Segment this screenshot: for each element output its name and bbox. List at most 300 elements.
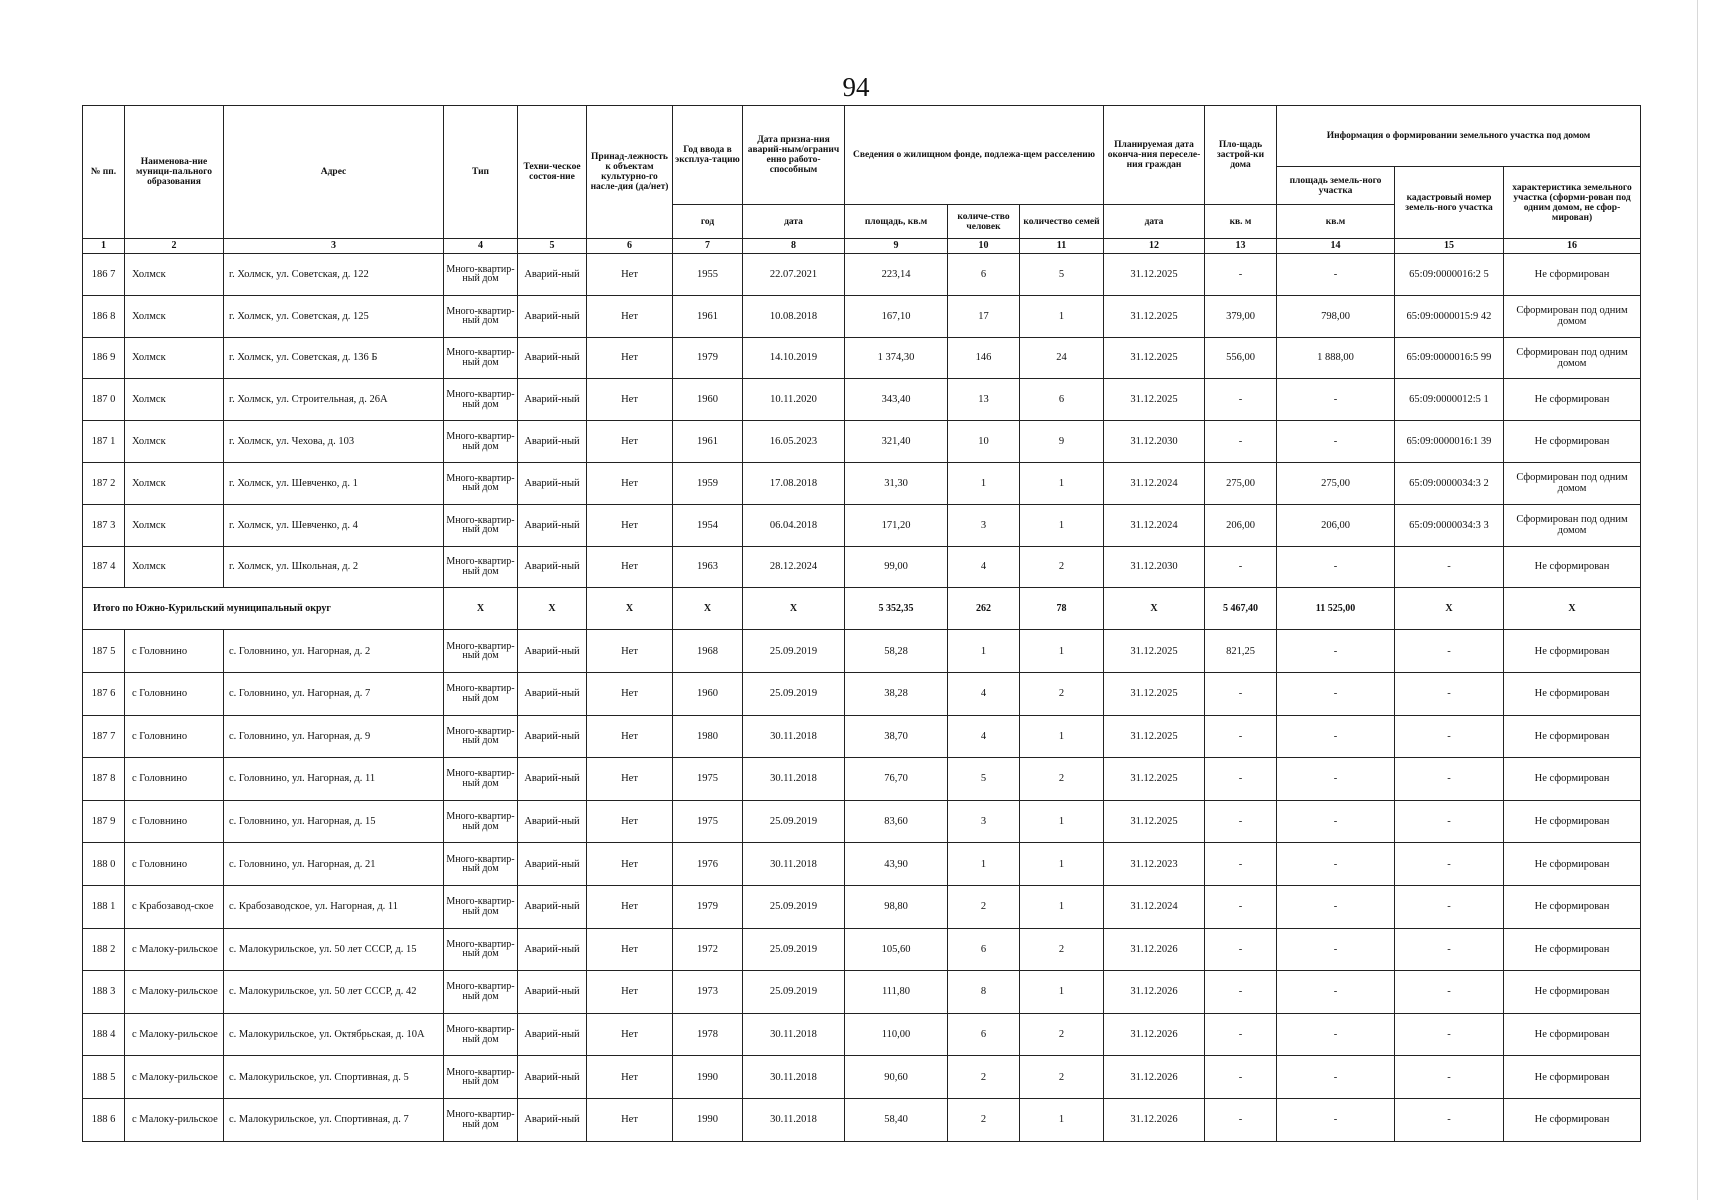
- cell-address: с. Малокурильское, ул. 50 лет СССР, д. 42: [224, 971, 444, 1014]
- cell-planned-date: 31.12.2025: [1104, 254, 1205, 296]
- cell-land-area: -: [1277, 758, 1395, 801]
- cell-municipality: Холмск: [125, 254, 224, 296]
- table-row: [83, 715, 1641, 758]
- cell-tech-state: Аварий-ный: [518, 630, 587, 673]
- cell-building-area: 206,00: [1205, 504, 1277, 546]
- cell-land-area: -: [1277, 800, 1395, 843]
- column-number: 6: [587, 239, 673, 254]
- cell-year: 1961: [673, 295, 743, 337]
- cell-land-area: 798,00: [1277, 295, 1395, 337]
- cell-housing-area: 105,60: [845, 928, 948, 971]
- cell-tech-state: Аварий-ный: [518, 462, 587, 504]
- cell-tech-state: Аварий-ный: [518, 715, 587, 758]
- cell-housing-area: 343,40: [845, 379, 948, 421]
- cell-people: 1: [948, 462, 1020, 504]
- cell-families: 1: [1020, 715, 1104, 758]
- table-row: [83, 254, 1641, 296]
- cell-families: 2: [1020, 758, 1104, 801]
- cell-municipality: Холмск: [125, 379, 224, 421]
- cell-row-number: 188 1: [83, 885, 125, 928]
- cell-emergency-date: 30.11.2018: [743, 715, 845, 758]
- cell-type: Много-квартир-ный дом: [444, 504, 518, 546]
- cell-building-area: -: [1205, 672, 1277, 715]
- cell-emergency-date: 30.11.2018: [743, 1013, 845, 1056]
- cell-row-number: 186 7: [83, 254, 125, 296]
- cell-families: 6: [1020, 379, 1104, 421]
- cell-families: 2: [1020, 546, 1104, 588]
- cell-land-characteristic: Не сформирован: [1504, 672, 1641, 715]
- header-cultural-heritage: Принад-лежность к объектам культурно-го насле-дия (да/нет): [587, 106, 673, 239]
- cell-planned-date: 31.12.2024: [1104, 885, 1205, 928]
- cell-row-number: 188 3: [83, 971, 125, 1014]
- cell-type: Много-квартир-ный дом: [444, 630, 518, 673]
- cell-families: 1: [1020, 800, 1104, 843]
- cell-cadastral-number: 65:09:0000034:3 3: [1395, 504, 1504, 546]
- cell-building-area: 556,00: [1205, 337, 1277, 379]
- table-row: [83, 843, 1641, 886]
- total-section: [83, 588, 1641, 630]
- column-number: 2: [125, 239, 224, 254]
- cell-row-number: 188 2: [83, 928, 125, 971]
- cell-people: 3: [948, 504, 1020, 546]
- cell-type: Много-квартир-ный дом: [444, 715, 518, 758]
- cell-families: 2: [1020, 1056, 1104, 1099]
- total-row: [83, 588, 1641, 630]
- cell-cultural-heritage: Нет: [587, 672, 673, 715]
- cell-municipality: с Крабозавод-ское: [125, 885, 224, 928]
- cell-tech-state: Аварий-ный: [518, 758, 587, 801]
- total-cult: X: [587, 588, 673, 630]
- cell-type: Много-квартир-ный дом: [444, 672, 518, 715]
- header-land-area-sub: кв.м: [1277, 205, 1395, 239]
- cell-housing-area: 98,80: [845, 885, 948, 928]
- cell-cadastral-number: 65:09:0000012:5 1: [1395, 379, 1504, 421]
- table-row: [83, 295, 1641, 337]
- total-year: X: [673, 588, 743, 630]
- cell-cadastral-number: -: [1395, 1013, 1504, 1056]
- table-row: [83, 672, 1641, 715]
- cell-cadastral-number: -: [1395, 546, 1504, 588]
- cell-municipality: Холмск: [125, 504, 224, 546]
- total-tech: X: [518, 588, 587, 630]
- column-number: 12: [1104, 239, 1205, 254]
- cell-land-area: -: [1277, 928, 1395, 971]
- cell-building-area: -: [1205, 715, 1277, 758]
- cell-emergency-date: 10.11.2020: [743, 379, 845, 421]
- cell-housing-area: 223,14: [845, 254, 948, 296]
- total-label: Итого по Южно-Курильский муниципальный округ: [83, 588, 444, 630]
- table-row: [83, 337, 1641, 379]
- table-row: [83, 928, 1641, 971]
- cell-building-area: 275,00: [1205, 462, 1277, 504]
- total-families: 78: [1020, 588, 1104, 630]
- cell-row-number: 187 9: [83, 800, 125, 843]
- table-row: [83, 504, 1641, 546]
- cell-land-area: -: [1277, 885, 1395, 928]
- total-date: X: [743, 588, 845, 630]
- cell-address: с. Головнино, ул. Нагорная, д. 7: [224, 672, 444, 715]
- cell-housing-area: 90,60: [845, 1056, 948, 1099]
- cell-cadastral-number: -: [1395, 928, 1504, 971]
- cell-planned-date: 31.12.2025: [1104, 715, 1205, 758]
- column-number: 5: [518, 239, 587, 254]
- cell-emergency-date: 25.09.2019: [743, 928, 845, 971]
- cell-cadastral-number: -: [1395, 885, 1504, 928]
- cell-people: 6: [948, 254, 1020, 296]
- cell-tech-state: Аварий-ный: [518, 928, 587, 971]
- cell-building-area: -: [1205, 546, 1277, 588]
- table-row: [83, 379, 1641, 421]
- cell-tech-state: Аварий-ный: [518, 843, 587, 886]
- cell-planned-date: 31.12.2025: [1104, 800, 1205, 843]
- cell-land-characteristic: Сформирован под одним домом: [1504, 337, 1641, 379]
- cell-planned-date: 31.12.2026: [1104, 1098, 1205, 1141]
- cell-land-area: 275,00: [1277, 462, 1395, 504]
- cell-families: 1: [1020, 1098, 1104, 1141]
- header-planned-date: Планируемая дата оконча-ния переселе-ния граждан: [1104, 106, 1205, 205]
- cell-people: 10: [948, 421, 1020, 463]
- cell-planned-date: 31.12.2023: [1104, 843, 1205, 886]
- cell-planned-date: 31.12.2025: [1104, 337, 1205, 379]
- cell-planned-date: 31.12.2030: [1104, 546, 1205, 588]
- cell-people: 13: [948, 379, 1020, 421]
- cell-type: Много-квартир-ный дом: [444, 462, 518, 504]
- cell-building-area: -: [1205, 379, 1277, 421]
- cell-land-area: -: [1277, 421, 1395, 463]
- cell-families: 1: [1020, 971, 1104, 1014]
- cell-municipality: с Головнино: [125, 843, 224, 886]
- cell-housing-area: 38,28: [845, 672, 948, 715]
- cell-cadastral-number: -: [1395, 672, 1504, 715]
- cell-emergency-date: 17.08.2018: [743, 462, 845, 504]
- cell-building-area: -: [1205, 885, 1277, 928]
- cell-row-number: 188 0: [83, 843, 125, 886]
- cell-municipality: с Головнино: [125, 800, 224, 843]
- cell-land-characteristic: Сформирован под одним домом: [1504, 462, 1641, 504]
- table-row: [83, 462, 1641, 504]
- cell-housing-area: 83,60: [845, 800, 948, 843]
- cell-building-area: -: [1205, 758, 1277, 801]
- cell-planned-date: 31.12.2026: [1104, 928, 1205, 971]
- header-housing-area: площадь, кв.м: [845, 205, 948, 239]
- cell-cultural-heritage: Нет: [587, 928, 673, 971]
- cell-year: 1960: [673, 379, 743, 421]
- cell-address: с. Малокурильское, ул. Спортивная, д. 5: [224, 1056, 444, 1099]
- cell-year: 1979: [673, 337, 743, 379]
- cell-tech-state: Аварий-ный: [518, 504, 587, 546]
- cell-row-number: 187 4: [83, 546, 125, 588]
- column-number: 14: [1277, 239, 1395, 254]
- cell-cadastral-number: -: [1395, 800, 1504, 843]
- cell-people: 3: [948, 800, 1020, 843]
- cell-emergency-date: 30.11.2018: [743, 843, 845, 886]
- cell-land-characteristic: Не сформирован: [1504, 1098, 1641, 1141]
- cell-people: 6: [948, 1013, 1020, 1056]
- cell-cultural-heritage: Нет: [587, 800, 673, 843]
- cell-cadastral-number: 65:09:0000016:5 99: [1395, 337, 1504, 379]
- cell-planned-date: 31.12.2025: [1104, 672, 1205, 715]
- housing-registry-table: [82, 105, 1641, 1142]
- header-land-area: площадь земель-ного участка: [1277, 167, 1395, 205]
- table-row: [83, 758, 1641, 801]
- cell-row-number: 188 6: [83, 1098, 125, 1141]
- cell-emergency-date: 30.11.2018: [743, 758, 845, 801]
- cell-people: 1: [948, 843, 1020, 886]
- cell-municipality: Холмск: [125, 337, 224, 379]
- header-planned-date-sub: дата: [1104, 205, 1205, 239]
- cell-planned-date: 31.12.2030: [1104, 421, 1205, 463]
- header-land-group: Информация о формировании земельного участка под домом: [1277, 106, 1641, 167]
- table-row: [83, 800, 1641, 843]
- cell-land-characteristic: Не сформирован: [1504, 758, 1641, 801]
- cell-housing-area: 111,80: [845, 971, 948, 1014]
- cell-cadastral-number: 65:09:0000034:3 2: [1395, 462, 1504, 504]
- cell-tech-state: Аварий-ный: [518, 885, 587, 928]
- cell-cultural-heritage: Нет: [587, 885, 673, 928]
- cell-year: 1980: [673, 715, 743, 758]
- cell-cultural-heritage: Нет: [587, 504, 673, 546]
- cell-municipality: с Головнино: [125, 630, 224, 673]
- cell-land-characteristic: Сформирован под одним домом: [1504, 295, 1641, 337]
- cell-municipality: с Головнино: [125, 758, 224, 801]
- table-row: [83, 971, 1641, 1014]
- cell-cultural-heritage: Нет: [587, 843, 673, 886]
- cell-building-area: -: [1205, 800, 1277, 843]
- cell-tech-state: Аварий-ный: [518, 546, 587, 588]
- cell-year: 1960: [673, 672, 743, 715]
- cell-emergency-date: 25.09.2019: [743, 971, 845, 1014]
- header-date-sub: дата: [743, 205, 845, 239]
- cell-families: 1: [1020, 630, 1104, 673]
- cell-address: г. Холмск, ул. Шевченко, д. 1: [224, 462, 444, 504]
- cell-row-number: 187 8: [83, 758, 125, 801]
- cell-year: 1959: [673, 462, 743, 504]
- cell-address: г. Холмск, ул. Советская, д. 136 Б: [224, 337, 444, 379]
- cell-cultural-heritage: Нет: [587, 715, 673, 758]
- column-number: 15: [1395, 239, 1504, 254]
- cell-building-area: -: [1205, 254, 1277, 296]
- cell-emergency-date: 14.10.2019: [743, 337, 845, 379]
- cell-land-area: -: [1277, 843, 1395, 886]
- cell-cultural-heritage: Нет: [587, 295, 673, 337]
- cell-cadastral-number: -: [1395, 843, 1504, 886]
- cell-cadastral-number: -: [1395, 758, 1504, 801]
- cell-type: Много-квартир-ный дом: [444, 337, 518, 379]
- cell-municipality: с Малоку-рильское: [125, 928, 224, 971]
- cell-people: 2: [948, 1056, 1020, 1099]
- cell-tech-state: Аварий-ный: [518, 800, 587, 843]
- cell-housing-area: 171,20: [845, 504, 948, 546]
- table-row: [83, 1013, 1641, 1056]
- cell-tech-state: Аварий-ный: [518, 1013, 587, 1056]
- cell-type: Много-квартир-ный дом: [444, 421, 518, 463]
- cell-land-characteristic: Не сформирован: [1504, 421, 1641, 463]
- cell-municipality: с Головнино: [125, 672, 224, 715]
- cell-people: 2: [948, 1098, 1020, 1141]
- cell-municipality: Холмск: [125, 421, 224, 463]
- cell-building-area: -: [1205, 971, 1277, 1014]
- cell-type: Много-квартир-ный дом: [444, 1056, 518, 1099]
- cell-row-number: 187 5: [83, 630, 125, 673]
- cell-building-area: -: [1205, 1098, 1277, 1141]
- cell-year: 1978: [673, 1013, 743, 1056]
- cell-year: 1955: [673, 254, 743, 296]
- cell-families: 2: [1020, 672, 1104, 715]
- cell-municipality: с Малоку-рильское: [125, 1098, 224, 1141]
- cell-cultural-heritage: Нет: [587, 1056, 673, 1099]
- cell-emergency-date: 25.09.2019: [743, 800, 845, 843]
- cell-cultural-heritage: Нет: [587, 1098, 673, 1141]
- cell-year: 1975: [673, 800, 743, 843]
- cell-row-number: 187 3: [83, 504, 125, 546]
- cell-housing-area: 58,40: [845, 1098, 948, 1141]
- cell-cadastral-number: -: [1395, 630, 1504, 673]
- cell-people: 6: [948, 928, 1020, 971]
- cell-land-characteristic: Не сформирован: [1504, 630, 1641, 673]
- cell-type: Много-квартир-ный дом: [444, 928, 518, 971]
- cell-year: 1968: [673, 630, 743, 673]
- cell-land-characteristic: Не сформирован: [1504, 885, 1641, 928]
- cell-municipality: с Малоку-рильское: [125, 971, 224, 1014]
- cell-municipality: с Малоку-рильское: [125, 1013, 224, 1056]
- header-year-sub: год: [673, 205, 743, 239]
- cell-cultural-heritage: Нет: [587, 1013, 673, 1056]
- cell-tech-state: Аварий-ный: [518, 1056, 587, 1099]
- total-building-area: 5 467,40: [1205, 588, 1277, 630]
- cell-cadastral-number: 65:09:0000016:2 5: [1395, 254, 1504, 296]
- cell-land-characteristic: Не сформирован: [1504, 800, 1641, 843]
- cell-planned-date: 31.12.2025: [1104, 379, 1205, 421]
- cell-tech-state: Аварий-ный: [518, 1098, 587, 1141]
- cell-row-number: 187 0: [83, 379, 125, 421]
- cell-row-number: 186 8: [83, 295, 125, 337]
- cell-cultural-heritage: Нет: [587, 379, 673, 421]
- column-number: 9: [845, 239, 948, 254]
- column-number: 10: [948, 239, 1020, 254]
- cell-land-area: -: [1277, 254, 1395, 296]
- cell-families: 24: [1020, 337, 1104, 379]
- table-header: [83, 106, 1641, 254]
- cell-municipality: Холмск: [125, 295, 224, 337]
- cell-type: Много-квартир-ный дом: [444, 758, 518, 801]
- cell-people: 17: [948, 295, 1020, 337]
- table-row: [83, 546, 1641, 588]
- cell-families: 2: [1020, 1013, 1104, 1056]
- header-housing-group: Сведения о жилищном фонде, подлежа-щем расселению: [845, 106, 1104, 205]
- cell-type: Много-квартир-ный дом: [444, 546, 518, 588]
- column-number-row: [83, 239, 1641, 254]
- cell-land-area: -: [1277, 1056, 1395, 1099]
- cell-planned-date: 31.12.2026: [1104, 1013, 1205, 1056]
- cell-year: 1954: [673, 504, 743, 546]
- cell-tech-state: Аварий-ный: [518, 971, 587, 1014]
- cell-families: 5: [1020, 254, 1104, 296]
- header-year-commissioned: Год ввода в эксплуа-тацию: [673, 106, 743, 205]
- cell-families: 1: [1020, 504, 1104, 546]
- cell-land-characteristic: Не сформирован: [1504, 715, 1641, 758]
- cell-cadastral-number: -: [1395, 1098, 1504, 1141]
- cell-emergency-date: 22.07.2021: [743, 254, 845, 296]
- cell-row-number: 187 1: [83, 421, 125, 463]
- cell-tech-state: Аварий-ный: [518, 672, 587, 715]
- cell-cultural-heritage: Нет: [587, 630, 673, 673]
- cell-address: г. Холмск, ул. Советская, д. 122: [224, 254, 444, 296]
- cell-land-characteristic: Не сформирован: [1504, 971, 1641, 1014]
- cell-tech-state: Аварий-ный: [518, 295, 587, 337]
- cell-planned-date: 31.12.2024: [1104, 462, 1205, 504]
- cell-year: 1976: [673, 843, 743, 886]
- cell-cultural-heritage: Нет: [587, 337, 673, 379]
- table-row: [83, 885, 1641, 928]
- cell-land-characteristic: Не сформирован: [1504, 254, 1641, 296]
- cell-municipality: Холмск: [125, 462, 224, 504]
- cell-land-area: -: [1277, 672, 1395, 715]
- total-characteristic: X: [1504, 588, 1641, 630]
- cell-planned-date: 31.12.2025: [1104, 758, 1205, 801]
- cell-people: 8: [948, 971, 1020, 1014]
- cell-row-number: 187 2: [83, 462, 125, 504]
- cell-year: 1975: [673, 758, 743, 801]
- cell-housing-area: 110,00: [845, 1013, 948, 1056]
- cell-housing-area: 43,90: [845, 843, 948, 886]
- cell-land-area: 206,00: [1277, 504, 1395, 546]
- header-number: № пп.: [83, 106, 125, 239]
- column-number: 8: [743, 239, 845, 254]
- cell-land-area: -: [1277, 546, 1395, 588]
- cell-emergency-date: 28.12.2024: [743, 546, 845, 588]
- cell-tech-state: Аварий-ный: [518, 421, 587, 463]
- cell-land-area: 1 888,00: [1277, 337, 1395, 379]
- cell-municipality: с Головнино: [125, 715, 224, 758]
- cell-building-area: -: [1205, 421, 1277, 463]
- cell-land-characteristic: Не сформирован: [1504, 546, 1641, 588]
- page-number: 94: [842, 72, 870, 102]
- cell-land-characteristic: Не сформирован: [1504, 1013, 1641, 1056]
- cell-planned-date: 31.12.2026: [1104, 971, 1205, 1014]
- table-body-group-b: [83, 630, 1641, 1141]
- cell-address: г. Холмск, ул. Чехова, д. 103: [224, 421, 444, 463]
- cell-address: г. Холмск, ул. Советская, д. 125: [224, 295, 444, 337]
- cell-families: 9: [1020, 421, 1104, 463]
- cell-planned-date: 31.12.2025: [1104, 630, 1205, 673]
- cell-families: 1: [1020, 843, 1104, 886]
- total-land-area: 11 525,00: [1277, 588, 1395, 630]
- header-cadastral-number: кадастровый номер земель-ного участка: [1395, 167, 1504, 239]
- cell-type: Много-квартир-ный дом: [444, 971, 518, 1014]
- total-people: 262: [948, 588, 1020, 630]
- cell-cadastral-number: -: [1395, 1056, 1504, 1099]
- cell-people: 4: [948, 546, 1020, 588]
- cell-emergency-date: 25.09.2019: [743, 672, 845, 715]
- cell-type: Много-квартир-ный дом: [444, 295, 518, 337]
- column-number: 13: [1205, 239, 1277, 254]
- cell-land-area: -: [1277, 971, 1395, 1014]
- cell-emergency-date: 16.05.2023: [743, 421, 845, 463]
- cell-planned-date: 31.12.2026: [1104, 1056, 1205, 1099]
- cell-row-number: 188 4: [83, 1013, 125, 1056]
- table-body-group-a: [83, 254, 1641, 588]
- cell-type: Много-квартир-ный дом: [444, 843, 518, 886]
- cell-tech-state: Аварий-ный: [518, 254, 587, 296]
- cell-building-area: -: [1205, 1056, 1277, 1099]
- cell-emergency-date: 25.09.2019: [743, 885, 845, 928]
- cell-year: 1963: [673, 546, 743, 588]
- cell-year: 1972: [673, 928, 743, 971]
- cell-people: 1: [948, 630, 1020, 673]
- cell-address: с. Малокурильское, ул. Октябрьская, д. 10А: [224, 1013, 444, 1056]
- cell-emergency-date: 10.08.2018: [743, 295, 845, 337]
- cell-people: 4: [948, 715, 1020, 758]
